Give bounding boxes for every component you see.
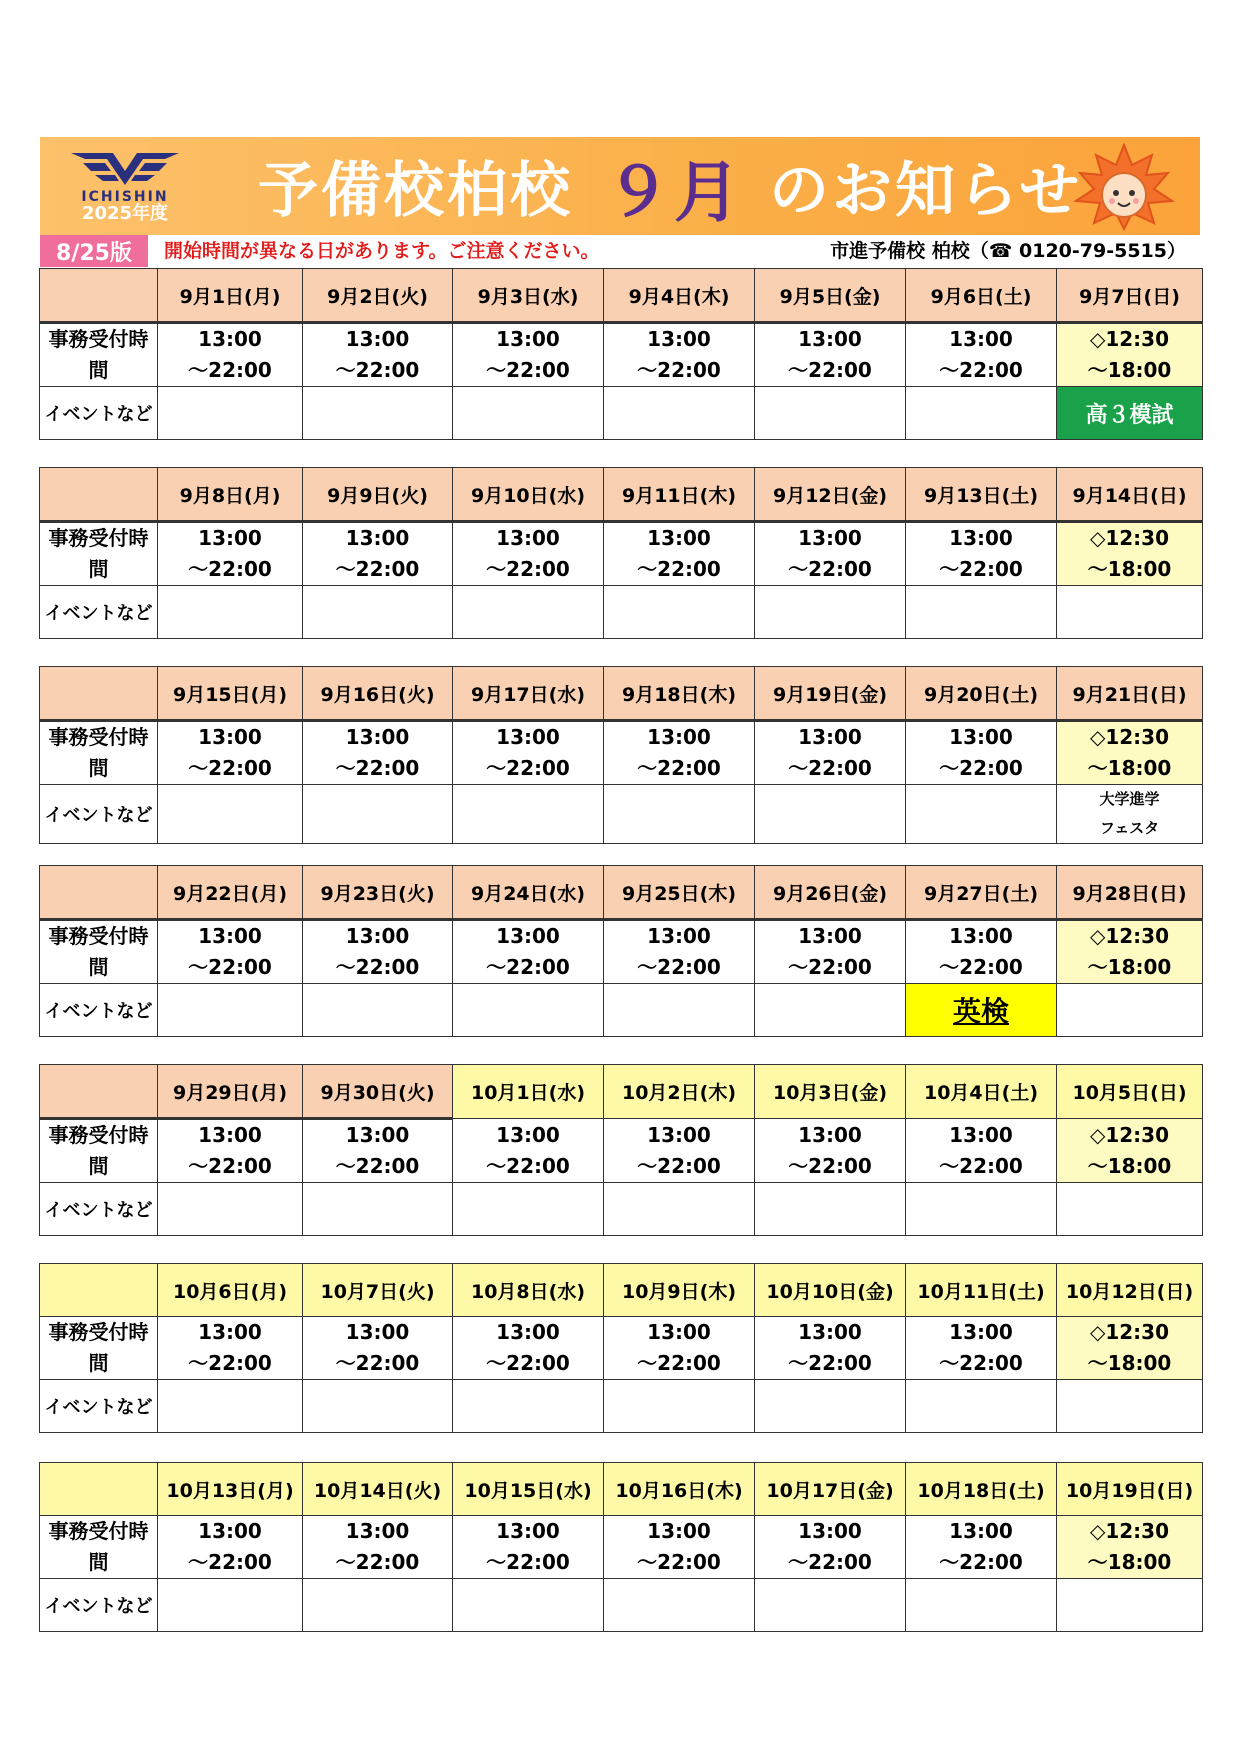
- date-header: 10月6日(月): [158, 1264, 303, 1317]
- date-header: 9月10日(水): [453, 468, 604, 522]
- date-header: 10月17日(金): [755, 1463, 906, 1516]
- date-header: 9月21日(日): [1057, 667, 1203, 721]
- end-time: ～22:00: [188, 358, 272, 382]
- start-time: 13:00: [345, 1320, 410, 1344]
- page-title: [258, 143, 1082, 229]
- date-header: 9月3日(水): [453, 269, 604, 323]
- end-time: ～22:00: [486, 756, 570, 780]
- event-cell: [755, 1380, 906, 1433]
- event-cell: [303, 1380, 453, 1433]
- notice-text: 開始時間が異なる日があります。ご注意ください。: [164, 240, 600, 262]
- start-time: 13:00: [949, 526, 1013, 550]
- start-time: 13:00: [496, 725, 560, 749]
- event-cell: [453, 1579, 604, 1632]
- event-cell: [604, 387, 755, 440]
- office-hours-label: 事務受付時間: [40, 920, 158, 984]
- event-cell: [604, 785, 755, 844]
- week-table: [39, 1462, 1203, 1632]
- end-time: ～22:00: [188, 1154, 272, 1178]
- end-time: ～22:00: [788, 358, 872, 382]
- office-hours-cell: [303, 522, 453, 586]
- version-badge: 8/25版: [40, 235, 148, 267]
- title-month: ９月: [605, 153, 743, 231]
- event-cell: [604, 984, 755, 1037]
- end-time: ～22:00: [939, 1153, 1023, 1178]
- office-hours-cell: [906, 323, 1057, 387]
- event-cell: [303, 785, 453, 844]
- date-header: 10月4日(土): [906, 1065, 1057, 1119]
- end-time: ～22:00: [637, 1550, 721, 1574]
- end-time: ～22:00: [335, 955, 420, 979]
- date-header: 9月11日(木): [604, 468, 755, 522]
- end-time: ～22:00: [637, 1153, 721, 1178]
- event-cell: [453, 387, 604, 440]
- office-hours-cell: [303, 721, 453, 785]
- start-time: 13:00: [198, 1320, 262, 1344]
- end-time: ～22:00: [637, 955, 721, 979]
- event-cell: [303, 586, 453, 639]
- office-hours-cell: [906, 1516, 1057, 1579]
- start-time: 13:00: [798, 725, 862, 749]
- office-hours-cell: [158, 1317, 303, 1380]
- end-time: ～22:00: [788, 955, 872, 979]
- office-hours-label: 事務受付時間: [40, 1317, 158, 1380]
- event-cell: [158, 586, 303, 639]
- date-header: 9月30日(火): [303, 1065, 453, 1119]
- date-header: 9月13日(土): [906, 468, 1057, 522]
- date-header: 9月27日(土): [906, 866, 1057, 920]
- office-hours-cell: [604, 721, 755, 785]
- end-time: ～22:00: [939, 557, 1023, 581]
- date-header: 9月20日(土): [906, 667, 1057, 721]
- event-cell: [303, 387, 453, 440]
- start-time: 13:00: [198, 526, 262, 550]
- office-hours-cell: [755, 323, 906, 387]
- start-time: 13:00: [198, 327, 262, 351]
- start-time: 13:00: [949, 924, 1013, 948]
- start-time: ◇12:30: [1089, 924, 1170, 948]
- start-time: 13:00: [345, 1123, 410, 1147]
- event-cell: [604, 1579, 755, 1632]
- event-cell: [303, 1579, 453, 1632]
- office-hours-cell: [158, 1119, 303, 1183]
- office-hours-cell: [303, 1317, 453, 1380]
- date-header: 10月14日(火): [303, 1463, 453, 1516]
- end-time: ～22:00: [939, 358, 1023, 382]
- start-time: 13:00: [496, 1122, 560, 1147]
- corner-cell: [40, 1065, 158, 1119]
- date-header: 10月18日(土): [906, 1463, 1057, 1516]
- end-time: ～22:00: [486, 1351, 570, 1375]
- office-hours-label: 事務受付時間: [40, 1516, 158, 1579]
- date-header: 10月1日(水): [453, 1065, 604, 1119]
- start-time: ◇12:30: [1089, 1320, 1170, 1344]
- event-cell: [303, 1183, 453, 1236]
- start-time: 13:00: [647, 526, 711, 550]
- date-header: 9月16日(火): [303, 667, 453, 721]
- maple-mascot-icon: [1068, 143, 1180, 231]
- office-hours-cell: [755, 721, 906, 785]
- week-table: [39, 467, 1203, 639]
- event-cell: [755, 785, 906, 844]
- title-school: 予備校柏校: [258, 156, 573, 226]
- end-time: ～22:00: [788, 1550, 872, 1574]
- office-hours-cell: [303, 920, 453, 984]
- event-cell: [303, 984, 453, 1037]
- events-label: イベントなど: [40, 387, 158, 440]
- start-time: 13:00: [198, 1519, 262, 1543]
- start-time: 13:00: [949, 1519, 1013, 1543]
- week-table: [39, 1263, 1203, 1433]
- office-hours-cell: [158, 522, 303, 586]
- event-cell: [453, 1380, 604, 1433]
- header-banner: [40, 137, 1200, 235]
- start-time: 13:00: [949, 1320, 1013, 1344]
- end-time: ～18:00: [1087, 557, 1172, 581]
- date-header: 10月2日(木): [604, 1065, 755, 1119]
- start-time: 13:00: [647, 725, 711, 749]
- event-cell: [604, 1183, 755, 1236]
- office-hours-cell: [303, 1516, 453, 1579]
- event-line: フェスタ: [1099, 819, 1160, 837]
- event-cell: [453, 785, 604, 844]
- start-time: 13:00: [647, 1320, 711, 1344]
- start-time: 13:00: [949, 1122, 1013, 1147]
- date-header: 9月2日(火): [303, 269, 453, 323]
- end-time: ～18:00: [1087, 1153, 1172, 1178]
- end-time: ～22:00: [637, 756, 721, 780]
- event-cell: [1057, 1380, 1203, 1433]
- office-hours-cell: [453, 721, 604, 785]
- event-cell: [158, 1579, 303, 1632]
- start-time: 13:00: [647, 924, 711, 948]
- event-line: 大学進学: [1099, 790, 1160, 808]
- start-time: 13:00: [798, 327, 862, 351]
- start-time: 13:00: [496, 1320, 560, 1344]
- office-hours-cell: [604, 920, 755, 984]
- corner-cell: [40, 269, 158, 323]
- start-time: 13:00: [345, 526, 410, 550]
- date-header: 9月24日(水): [453, 866, 604, 920]
- office-hours-cell: [755, 1516, 906, 1579]
- event-cell: [755, 1579, 906, 1632]
- start-time: 13:00: [798, 1320, 862, 1344]
- week-table: [39, 1064, 1203, 1236]
- events-label: イベントなど: [40, 984, 158, 1037]
- event-cell: [604, 1380, 755, 1433]
- start-time: 13:00: [949, 725, 1013, 749]
- event-cell: [453, 984, 604, 1037]
- office-hours-cell: [604, 1317, 755, 1380]
- start-time: 13:00: [798, 1519, 862, 1543]
- date-header: 9月18日(木): [604, 667, 755, 721]
- end-time: ～22:00: [939, 1550, 1023, 1574]
- logo: [62, 149, 188, 227]
- end-time: ～22:00: [939, 955, 1023, 979]
- date-header: 9月14日(日): [1057, 468, 1203, 522]
- event-cell: [1057, 1579, 1203, 1632]
- office-hours-cell: [604, 522, 755, 586]
- office-hours-cell: [158, 323, 303, 387]
- date-header: 9月9日(火): [303, 468, 453, 522]
- office-hours-cell: [453, 920, 604, 984]
- date-header: 10月10日(金): [755, 1264, 906, 1317]
- school-name: 市進予備校 柏校: [830, 240, 970, 262]
- office-hours-cell: [604, 323, 755, 387]
- event-cell: [158, 785, 303, 844]
- end-time: ～22:00: [188, 1351, 272, 1375]
- start-time: 13:00: [496, 327, 560, 351]
- event-cell: [158, 1380, 303, 1433]
- end-time: ～22:00: [486, 358, 570, 382]
- end-time: ～22:00: [486, 955, 570, 979]
- start-time: ◇12:30: [1089, 1122, 1170, 1147]
- office-hours-cell: [1057, 1516, 1203, 1579]
- week-table: [39, 268, 1203, 440]
- date-header: 10月8日(水): [453, 1264, 604, 1317]
- events-label: イベントなど: [40, 1579, 158, 1632]
- start-time: 13:00: [198, 1123, 262, 1147]
- end-time: ～22:00: [188, 1550, 272, 1574]
- office-hours-cell: [755, 522, 906, 586]
- date-header: 9月28日(日): [1057, 866, 1203, 920]
- office-hours-cell: [158, 920, 303, 984]
- event-cell: [755, 586, 906, 639]
- end-time: ～22:00: [637, 1351, 721, 1375]
- end-time: ～18:00: [1087, 358, 1172, 382]
- event-cell: [906, 785, 1057, 844]
- event-cell: [604, 586, 755, 639]
- office-hours-cell: [158, 721, 303, 785]
- office-hours-cell: [755, 920, 906, 984]
- office-hours-cell: [303, 1119, 453, 1183]
- date-header: 10月11日(土): [906, 1264, 1057, 1317]
- office-hours-label: 事務受付時間: [40, 1119, 158, 1183]
- start-time: 13:00: [345, 725, 410, 749]
- start-time: 13:00: [198, 924, 262, 948]
- end-time: ～18:00: [1087, 955, 1172, 979]
- end-time: ～18:00: [1087, 1550, 1172, 1574]
- date-header: 10月15日(水): [453, 1463, 604, 1516]
- office-hours-cell: [906, 1119, 1057, 1183]
- event-cell: [158, 1183, 303, 1236]
- start-time: 13:00: [345, 1519, 410, 1543]
- end-time: ～22:00: [486, 557, 570, 581]
- date-header: 9月5日(金): [755, 269, 906, 323]
- phone-number: （☎ 0120-79-5515）: [969, 240, 1186, 262]
- office-hours-cell: [303, 323, 453, 387]
- event-cell: [906, 1579, 1057, 1632]
- event-cell: 英検: [906, 984, 1057, 1037]
- end-time: ～22:00: [788, 1153, 872, 1178]
- office-hours-cell: [1057, 1119, 1203, 1183]
- date-header: 10月12日(日): [1057, 1264, 1203, 1317]
- date-header: 9月15日(月): [158, 667, 303, 721]
- events-label: イベントなど: [40, 1183, 158, 1236]
- office-hours-cell: [906, 920, 1057, 984]
- date-header: 10月16日(木): [604, 1463, 755, 1516]
- event-cell: [453, 1183, 604, 1236]
- events-label: イベントなど: [40, 586, 158, 639]
- end-time: ～22:00: [788, 756, 872, 780]
- end-time: ～22:00: [637, 557, 721, 581]
- start-time: 13:00: [345, 327, 410, 351]
- start-time: 13:00: [647, 1519, 711, 1543]
- office-hours-cell: [453, 323, 604, 387]
- start-time: 13:00: [949, 327, 1013, 351]
- date-header: 10月3日(金): [755, 1065, 906, 1119]
- office-hours-cell: [755, 1119, 906, 1183]
- office-hours-cell: [158, 1516, 303, 1579]
- date-header: 9月22日(月): [158, 866, 303, 920]
- end-time: ～22:00: [335, 1154, 420, 1178]
- date-header: 9月1日(月): [158, 269, 303, 323]
- office-hours-cell: [453, 1119, 604, 1183]
- start-time: 13:00: [496, 924, 560, 948]
- date-header: 10月7日(火): [303, 1264, 453, 1317]
- event-cell: [906, 1380, 1057, 1433]
- start-time: ◇12:30: [1089, 1519, 1170, 1543]
- start-time: 13:00: [647, 1122, 711, 1147]
- office-hours-label: 事務受付時間: [40, 323, 158, 387]
- end-time: ～22:00: [188, 955, 272, 979]
- date-header: 9月23日(火): [303, 866, 453, 920]
- start-time: ◇12:30: [1089, 526, 1170, 550]
- end-time: ～22:00: [335, 1351, 420, 1375]
- office-hours-cell: [755, 1317, 906, 1380]
- event-cell: [755, 1183, 906, 1236]
- end-time: ～22:00: [335, 557, 420, 581]
- event-cell: [453, 586, 604, 639]
- corner-cell: [40, 1264, 158, 1317]
- office-hours-cell: [1057, 721, 1203, 785]
- office-hours-cell: [1057, 920, 1203, 984]
- end-time: ～18:00: [1087, 756, 1172, 780]
- office-hours-label: 事務受付時間: [40, 522, 158, 586]
- office-hours-cell: [453, 522, 604, 586]
- end-time: ～22:00: [788, 1351, 872, 1375]
- office-hours-cell: [1057, 1317, 1203, 1380]
- office-hours-cell: [906, 721, 1057, 785]
- start-time: 13:00: [798, 924, 862, 948]
- office-hours-cell: [906, 1317, 1057, 1380]
- event-cell: [158, 984, 303, 1037]
- date-header: 9月4日(木): [604, 269, 755, 323]
- corner-cell: [40, 468, 158, 522]
- date-header: 9月19日(金): [755, 667, 906, 721]
- end-time: ～22:00: [486, 1550, 570, 1574]
- week-table: [39, 666, 1203, 844]
- office-hours-cell: [453, 1516, 604, 1579]
- end-time: ～22:00: [335, 358, 420, 382]
- end-time: ～18:00: [1087, 1351, 1172, 1375]
- contact-info: [830, 235, 1186, 267]
- event-cell: [906, 586, 1057, 639]
- event-cell: [1057, 984, 1203, 1037]
- start-time: 13:00: [647, 327, 711, 351]
- event-cell: [158, 387, 303, 440]
- start-time: 13:00: [345, 924, 410, 948]
- ichishin-wings-icon: [69, 149, 181, 187]
- end-time: ～22:00: [188, 756, 272, 780]
- start-time: 13:00: [496, 526, 560, 550]
- event-cell: [1057, 785, 1203, 844]
- corner-cell: [40, 866, 158, 920]
- event-cell: [1057, 586, 1203, 639]
- date-header: 10月5日(日): [1057, 1065, 1203, 1119]
- event-cell: [906, 1183, 1057, 1236]
- start-time: 13:00: [798, 1122, 862, 1147]
- events-label: イベントなど: [40, 1380, 158, 1433]
- end-time: ～22:00: [637, 358, 721, 382]
- date-header: 10月13日(月): [158, 1463, 303, 1516]
- corner-cell: [40, 667, 158, 721]
- week-table: [39, 865, 1203, 1037]
- start-time: 13:00: [198, 725, 262, 749]
- date-header: 9月25日(木): [604, 866, 755, 920]
- office-hours-cell: [604, 1516, 755, 1579]
- office-hours-cell: [453, 1317, 604, 1380]
- title-suffix: のお知らせ: [769, 156, 1083, 226]
- corner-cell: [40, 1463, 158, 1516]
- events-label: イベントなど: [40, 785, 158, 844]
- start-time: ◇12:30: [1089, 327, 1170, 351]
- date-header: 9月29日(月): [158, 1065, 303, 1119]
- office-hours-label: 事務受付時間: [40, 721, 158, 785]
- sub-header: [40, 235, 1200, 267]
- logo-name: ICHISHIN: [81, 189, 169, 205]
- date-header: 9月17日(水): [453, 667, 604, 721]
- event-cell: [906, 387, 1057, 440]
- end-time: ～22:00: [788, 557, 872, 581]
- start-time: 13:00: [496, 1519, 560, 1543]
- start-time: 13:00: [798, 526, 862, 550]
- event-cell: [755, 984, 906, 1037]
- end-time: ～22:00: [939, 1351, 1023, 1375]
- date-header: 9月12日(金): [755, 468, 906, 522]
- office-hours-cell: [604, 1119, 755, 1183]
- date-header: 10月19日(日): [1057, 1463, 1203, 1516]
- start-time: ◇12:30: [1089, 725, 1170, 749]
- date-header: 10月9日(木): [604, 1264, 755, 1317]
- office-hours-cell: [906, 522, 1057, 586]
- date-header: 9月8日(月): [158, 468, 303, 522]
- logo-year: 2025年度: [81, 203, 169, 224]
- office-hours-cell: [1057, 522, 1203, 586]
- date-header: 9月7日(日): [1057, 269, 1203, 323]
- date-header: 9月26日(金): [755, 866, 906, 920]
- end-time: ～22:00: [486, 1153, 570, 1178]
- end-time: ～22:00: [939, 756, 1023, 780]
- office-hours-cell: [1057, 323, 1203, 387]
- event-cell: [755, 387, 906, 440]
- end-time: ～22:00: [335, 756, 420, 780]
- date-header: 9月6日(土): [906, 269, 1057, 323]
- event-cell: [1057, 1183, 1203, 1236]
- event-cell: 高３模試: [1057, 387, 1203, 440]
- end-time: ～22:00: [188, 557, 272, 581]
- end-time: ～22:00: [335, 1550, 420, 1574]
